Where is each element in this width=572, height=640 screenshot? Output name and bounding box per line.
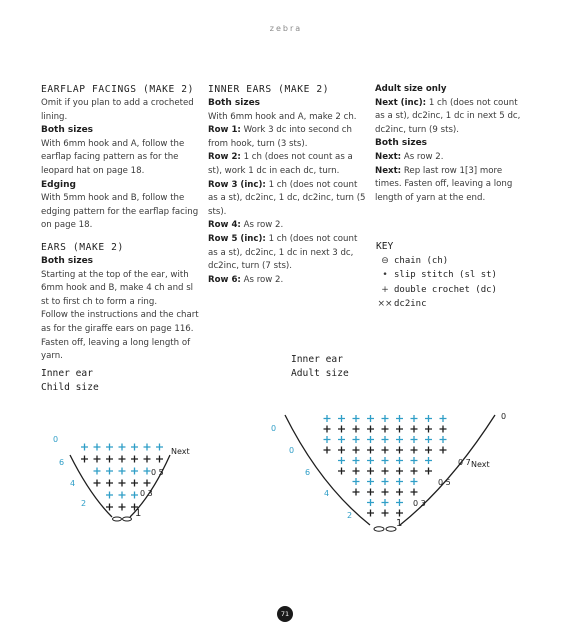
double-crochet-symbol-icon bbox=[411, 426, 418, 433]
double-crochet-symbol-icon bbox=[144, 444, 151, 451]
double-crochet-symbol-icon bbox=[338, 426, 345, 433]
key-label: double crochet (dc) bbox=[394, 284, 497, 295]
double-crochet-symbol-icon bbox=[338, 415, 345, 422]
double-crochet-symbol-icon: + bbox=[381, 284, 389, 295]
double-crochet-symbol-icon bbox=[119, 444, 126, 451]
key-label: slip stitch (sl st) bbox=[394, 270, 497, 281]
both-sizes-label: Both sizes bbox=[41, 125, 94, 136]
double-crochet-symbol-icon bbox=[382, 499, 389, 506]
double-crochet-symbol-icon bbox=[367, 489, 374, 496]
double-crochet-symbol-icon bbox=[119, 492, 126, 499]
double-crochet-symbol-icon bbox=[324, 447, 331, 454]
next-inc-text: 1 ch (does not count as a st), dc2inc, 1 dc in next 5 dc, dc2inc, turn (9 sts). bbox=[375, 97, 521, 135]
double-crochet-symbol-icon bbox=[367, 478, 374, 485]
double-crochet-symbol-icon bbox=[382, 415, 389, 422]
row-label: Row 3 (inc): bbox=[208, 179, 266, 190]
row-text: 1 ch (does not count as a st), work 1 dc in each dc, turn. bbox=[208, 152, 353, 176]
inner-ears-heading: INNER EARS (MAKE 2) bbox=[208, 84, 330, 95]
double-crochet-symbol-icon bbox=[131, 480, 138, 487]
row-instruction bbox=[208, 151, 368, 178]
double-crochet-symbol-icon bbox=[440, 447, 447, 454]
double-crochet-symbol-icon bbox=[94, 456, 101, 463]
double-crochet-symbol-icon bbox=[396, 426, 403, 433]
row-label: Row 2: bbox=[208, 152, 241, 163]
double-crochet-symbol-icon bbox=[353, 478, 360, 485]
double-crochet-symbol-icon bbox=[338, 468, 345, 475]
double-crochet-symbol-icon bbox=[396, 415, 403, 422]
double-crochet-symbol-icon bbox=[382, 447, 389, 454]
ears-body-2: Follow the instructions and the chart as for the giraffe ears on page 116. bbox=[41, 310, 199, 334]
row-marker-4: 4 bbox=[70, 479, 76, 488]
next-label: Next bbox=[471, 460, 490, 469]
double-crochet-symbol-icon bbox=[106, 468, 113, 475]
child-caption-line2: Child size bbox=[41, 382, 99, 393]
column-adult-size bbox=[375, 83, 525, 205]
double-crochet-symbol-icon bbox=[353, 489, 360, 496]
row-marker-6: 6 bbox=[305, 468, 311, 477]
double-crochet-symbol-icon bbox=[382, 478, 389, 485]
double-crochet-symbol-icon bbox=[425, 468, 432, 475]
adult-size-chart bbox=[265, 405, 525, 545]
double-crochet-symbol-icon bbox=[106, 456, 113, 463]
earflap-intro: Omit if you plan to add a crocheted lining. bbox=[41, 98, 194, 122]
double-crochet-symbol-icon bbox=[367, 499, 374, 506]
row-marker-top-left: 0 bbox=[271, 424, 277, 433]
double-crochet-symbol-icon bbox=[119, 504, 126, 511]
double-crochet-symbol-icon bbox=[396, 468, 403, 475]
row-marker-8: 0 bbox=[289, 446, 295, 455]
row-marker-3: 0 3 bbox=[413, 499, 426, 508]
double-crochet-symbol-icon bbox=[119, 480, 126, 487]
row-instruction bbox=[208, 124, 368, 151]
double-crochet-symbol-icon bbox=[382, 468, 389, 475]
key-item bbox=[376, 254, 497, 268]
chain-symbol-icon bbox=[386, 527, 396, 531]
double-crochet-symbol-icon bbox=[382, 436, 389, 443]
next-repeat-text: Rep last row 1[3] more times. Fasten off, leaving a long length of yarn at the end. bbox=[375, 165, 513, 203]
double-crochet-symbol-icon bbox=[144, 468, 151, 475]
row-instruction bbox=[208, 179, 368, 220]
double-crochet-symbol-icon bbox=[131, 492, 138, 499]
double-crochet-symbol-icon bbox=[81, 456, 88, 463]
double-crochet-symbol-icon bbox=[81, 444, 88, 451]
next-repeat-label: Next: bbox=[375, 165, 402, 176]
key-item bbox=[376, 283, 497, 297]
double-crochet-symbol-icon bbox=[367, 447, 374, 454]
double-crochet-symbol-icon bbox=[119, 468, 126, 475]
child-caption-line1: Inner ear bbox=[41, 368, 93, 379]
double-crochet-symbol-icon bbox=[119, 456, 126, 463]
double-crochet-symbol-icon bbox=[440, 436, 447, 443]
row-instruction bbox=[208, 219, 368, 233]
column-earflap-ears bbox=[41, 83, 201, 364]
double-crochet-symbol-icon bbox=[144, 480, 151, 487]
adult-chart-caption bbox=[291, 353, 349, 381]
edging-label: Edging bbox=[41, 179, 76, 190]
double-crochet-symbol-icon bbox=[156, 444, 163, 451]
row-instruction bbox=[208, 274, 368, 288]
double-crochet-symbol-icon bbox=[411, 468, 418, 475]
double-crochet-symbol-icon bbox=[440, 415, 447, 422]
double-crochet-symbol-icon bbox=[367, 415, 374, 422]
row-text: 1 ch (does not count as a st), dc2inc, 1 dc, dc2inc, turn (5 sts). bbox=[208, 179, 366, 217]
double-crochet-symbol-icon bbox=[411, 489, 418, 496]
row-marker-4: 4 bbox=[324, 489, 330, 498]
row-instruction bbox=[208, 233, 368, 274]
double-crochet-symbol-icon bbox=[425, 415, 432, 422]
edging-body: With 5mm hook and B, follow the edging pattern for the earflap facing on page 18. bbox=[41, 193, 199, 231]
child-chart-caption bbox=[41, 367, 99, 395]
double-crochet-symbol-icon bbox=[396, 499, 403, 506]
key-label: chain (ch) bbox=[394, 256, 449, 267]
row-label: Row 1: bbox=[208, 125, 241, 136]
ears-both-sizes-label: Both sizes bbox=[41, 255, 94, 266]
key-title: KEY bbox=[376, 241, 394, 252]
double-crochet-symbol-icon bbox=[324, 415, 331, 422]
key-label: dc2inc bbox=[394, 298, 427, 309]
double-crochet-symbol-icon bbox=[338, 447, 345, 454]
double-crochet-symbol-icon bbox=[131, 468, 138, 475]
double-crochet-symbol-icon bbox=[353, 468, 360, 475]
double-crochet-symbol-icon bbox=[353, 457, 360, 464]
double-crochet-symbol-icon bbox=[382, 510, 389, 517]
row-text: As row 2. bbox=[240, 220, 284, 231]
next-instruction bbox=[375, 151, 525, 165]
adult-caption-line1: Inner ear bbox=[291, 354, 343, 365]
earflap-body: With 6mm hook and A, follow the earflap facing pattern as for the leopard hat on page 18. bbox=[41, 138, 185, 176]
inner-intro: With 6mm hook and A, make 2 ch. bbox=[208, 111, 357, 122]
chain-symbol-icon: ⊖ bbox=[381, 256, 389, 267]
row-marker-2: 2 bbox=[347, 511, 353, 520]
double-crochet-symbol-icon bbox=[94, 480, 101, 487]
chain-symbol-icon bbox=[374, 527, 384, 531]
earflap-heading: EARFLAP FACINGS (MAKE 2) bbox=[41, 84, 195, 95]
adult-size-label: Adult size only bbox=[375, 84, 447, 94]
row-marker-3: 0 3 bbox=[140, 489, 153, 498]
double-crochet-symbol-icon bbox=[338, 436, 345, 443]
key-item bbox=[376, 268, 497, 282]
row-marker-top-right: 0 bbox=[501, 412, 507, 421]
col3-both-sizes-label: Both sizes bbox=[375, 138, 428, 149]
inner-both-sizes-label: Both sizes bbox=[208, 98, 261, 108]
double-crochet-symbol-icon bbox=[131, 456, 138, 463]
row-text: 1 ch (does not count as a st), dc2inc, 1 dc in next 3 dc, dc2inc, turn (7 sts). bbox=[208, 233, 358, 272]
double-crochet-symbol-icon bbox=[94, 444, 101, 451]
double-crochet-symbol-icon bbox=[156, 456, 163, 463]
child-size-chart bbox=[50, 425, 200, 525]
double-crochet-symbol-icon bbox=[367, 457, 374, 464]
row-marker-2: 2 bbox=[81, 499, 87, 508]
double-crochet-symbol-icon bbox=[411, 478, 418, 485]
slip-stitch-symbol-icon: • bbox=[382, 270, 388, 281]
double-crochet-symbol-icon bbox=[367, 426, 374, 433]
ears-body-3: Fasten off, leaving a long length of yarn. bbox=[41, 337, 191, 362]
double-crochet-symbol-icon bbox=[411, 415, 418, 422]
double-crochet-symbol-icon bbox=[425, 457, 432, 464]
chain-symbol-icon bbox=[113, 517, 122, 521]
chain-symbol-icon bbox=[123, 517, 132, 521]
row-marker-5: 0 5 bbox=[438, 478, 451, 487]
double-crochet-symbol-icon bbox=[353, 436, 360, 443]
double-crochet-symbol-icon bbox=[396, 457, 403, 464]
next-repeat-instruction bbox=[375, 165, 525, 206]
double-crochet-symbol-icon bbox=[425, 436, 432, 443]
double-crochet-symbol-icon bbox=[353, 426, 360, 433]
double-crochet-symbol-icon bbox=[396, 478, 403, 485]
row-label: Row 4: bbox=[208, 220, 241, 231]
double-crochet-symbol-icon bbox=[367, 436, 374, 443]
double-crochet-symbol-icon bbox=[396, 436, 403, 443]
double-crochet-symbol-icon bbox=[411, 457, 418, 464]
ears-heading: EARS (MAKE 2) bbox=[41, 241, 124, 253]
row-marker-6: 6 bbox=[59, 458, 65, 467]
double-crochet-symbol-icon bbox=[353, 447, 360, 454]
double-crochet-symbol-icon bbox=[382, 457, 389, 464]
key-item bbox=[376, 297, 497, 311]
next-label: Next: bbox=[375, 151, 402, 162]
stitch-key bbox=[376, 240, 497, 311]
double-crochet-symbol-icon bbox=[396, 489, 403, 496]
double-crochet-symbol-icon bbox=[411, 436, 418, 443]
double-crochet-symbol-icon bbox=[367, 468, 374, 475]
double-crochet-symbol-icon bbox=[94, 468, 101, 475]
double-crochet-symbol-icon bbox=[338, 457, 345, 464]
next-label: Next bbox=[171, 447, 190, 456]
double-crochet-symbol-icon bbox=[411, 447, 418, 454]
row-marker-1: 1 bbox=[396, 518, 403, 529]
double-crochet-symbol-icon bbox=[382, 426, 389, 433]
row-text: As row 2. bbox=[240, 274, 284, 285]
row-marker-5: 0 5 bbox=[151, 468, 164, 477]
double-crochet-symbol-icon bbox=[353, 415, 360, 422]
row-marker-7: 0 7 bbox=[458, 458, 471, 467]
double-crochet-symbol-icon bbox=[382, 489, 389, 496]
running-head: zebra bbox=[269, 24, 303, 33]
double-crochet-symbol-icon bbox=[106, 444, 113, 451]
double-crochet-symbol-icon bbox=[425, 447, 432, 454]
row-label: Row 6: bbox=[208, 274, 241, 285]
double-crochet-symbol-icon bbox=[396, 510, 403, 517]
next-inc-instruction bbox=[375, 97, 525, 138]
row-label: Row 5 (inc): bbox=[208, 233, 266, 244]
next-text: As row 2. bbox=[401, 151, 444, 162]
double-crochet-symbol-icon bbox=[131, 444, 138, 451]
adult-caption-line2: Adult size bbox=[291, 368, 349, 379]
double-crochet-symbol-icon bbox=[425, 426, 432, 433]
double-crochet-symbol-icon bbox=[440, 426, 447, 433]
double-crochet-symbol-icon bbox=[106, 492, 113, 499]
row-marker-1: 1 bbox=[135, 508, 142, 519]
row-text: Work 3 dc into second ch from hook, turn (3 sts). bbox=[208, 125, 352, 149]
double-crochet-symbol-icon bbox=[324, 436, 331, 443]
ears-body-1: Starting at the top of the ear, with 6mm hook and B, make 4 ch and sl st to first ch to form a ring. bbox=[41, 269, 194, 307]
double-crochet-symbol-icon bbox=[106, 480, 113, 487]
double-crochet-symbol-icon bbox=[144, 456, 151, 463]
page-number: 71 bbox=[277, 606, 293, 622]
column-inner-ears bbox=[208, 83, 368, 287]
double-crochet-symbol-icon bbox=[324, 426, 331, 433]
double-crochet-symbol-icon bbox=[396, 447, 403, 454]
dc2inc-symbol-icon: ×× bbox=[377, 298, 393, 309]
next-inc-label: Next (inc): bbox=[375, 97, 427, 108]
double-crochet-symbol-icon bbox=[106, 504, 113, 511]
double-crochet-symbol-icon bbox=[367, 510, 374, 517]
row-marker-top: 0 bbox=[53, 435, 59, 444]
